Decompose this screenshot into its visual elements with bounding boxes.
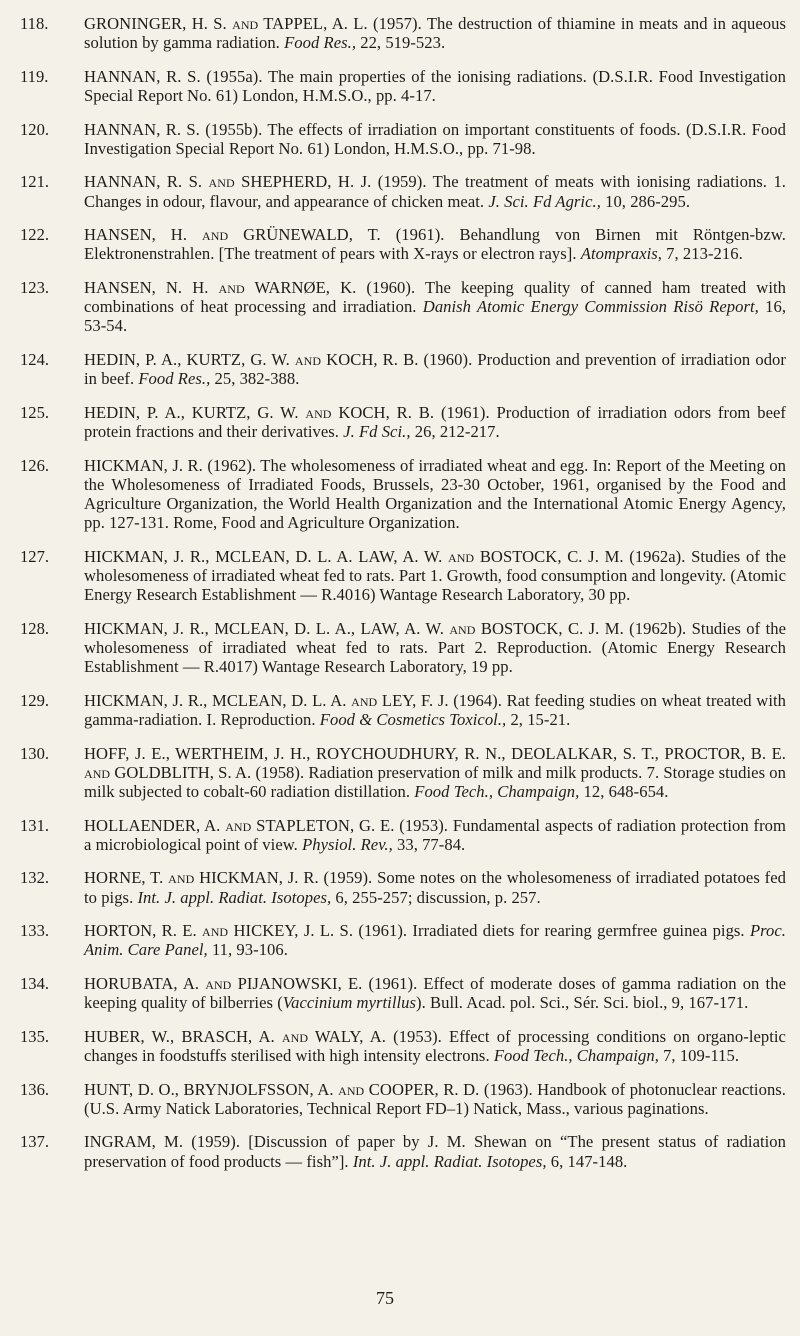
reference-authors: HUBER, W., BRASCH, A. and WALY, A. (84, 1026, 386, 1046)
reference-number: 119. (20, 66, 49, 86)
reference-number: 129. (20, 690, 50, 710)
reference-text (84, 278, 786, 336)
reference-number: 126. (20, 455, 50, 475)
reference-entry (20, 14, 786, 52)
reference-authors: HANSEN, N. H. and WARNØE, K. (84, 277, 357, 297)
reference-details: (1962a). Studies of the wholesomeness of irradiated wheat fed to rats. Part 1. Growth, food consumption and longevity. (Atomic Energy Research Establishment — R.4016) Wantage Research Laboratory, 30 pp. (84, 546, 786, 605)
reference-number: 122. (20, 225, 50, 245)
reference-volume-pages: 25, 382-388. (210, 369, 300, 389)
reference-text (84, 350, 786, 388)
reference-volume-pages: 6, 147-148. (546, 1151, 628, 1171)
reference-authors: HANSEN, H. and GRÜNEWALD, T. (84, 225, 381, 245)
reference-entry (20, 744, 786, 802)
reference-volume-pages: 2, 15-21. (506, 709, 571, 729)
reference-entry (20, 120, 786, 158)
reference-volume-pages: 10, 286-295. (600, 191, 691, 211)
reference-text (84, 456, 786, 533)
reference-authors: HANNAN, R. S. and SHEPHERD, H. J. (84, 172, 372, 192)
reference-number: 123. (20, 277, 50, 297)
reference-authors: HORTON, R. E. and HICKEY, J. L. S. (84, 921, 354, 941)
reference-number: 131. (20, 815, 50, 835)
reference-entry (20, 350, 786, 388)
reference-authors: HORUBATA, A. and PIJANOWSKI, E. (84, 973, 363, 993)
reference-entry (20, 225, 786, 263)
reference-number: 127. (20, 546, 50, 566)
reference-authors: HICKMAN, J. R., MCLEAN, D. L. A. and LEY, F. J. (84, 690, 449, 710)
reference-authors: HANNAN, R. S. (84, 119, 200, 139)
reference-volume-pages: 12, 648-654. (579, 781, 669, 801)
reference-journal: Food Tech., Champaign, (493, 1045, 659, 1065)
reference-authors: HICKMAN, J. R., MCLEAN, D. L. A., LAW, A. W. and BOSTOCK, C. J. M. (84, 618, 624, 638)
reference-volume-pages: 7, 109-115. (658, 1045, 740, 1065)
reference-number: 136. (20, 1079, 50, 1099)
reference-number: 121. (20, 172, 50, 192)
reference-entry (20, 547, 786, 605)
reference-text (84, 691, 786, 729)
reference-journal: Int. J. appl. Radiat. Isotopes, (137, 887, 332, 907)
reference-entry (20, 816, 786, 854)
reference-details: (1959). [Discussion of paper by J. M. Shewan on “The present status of radiation preservation of food products — fish”]. (84, 1132, 786, 1171)
reference-number: 124. (20, 349, 50, 369)
reference-volume-pages: 26, 212-217. (410, 421, 500, 441)
reference-details: (1963). Handbook of photonuclear reactions. (U.S. Army Natick Laboratories, Technical Report FD–1) Natick, Mass., various paginations. (84, 1079, 786, 1118)
reference-authors: HEDIN, P. A., KURTZ, G. W. and KOCH, R. B. (84, 349, 419, 369)
reference-number: 133. (20, 921, 50, 941)
reference-text (84, 120, 786, 158)
reference-authors: HUNT, D. O., BRYNJOLFSSON, A. and COOPER, R. D. (84, 1079, 480, 1099)
reference-entry (20, 921, 786, 959)
reference-text (84, 1132, 786, 1170)
reference-authors: INGRAM, M. (84, 1132, 184, 1152)
reference-details: (1959). Some notes on the wholesomeness of irradiated potatoes fed to pigs. (84, 868, 787, 907)
reference-entry (20, 172, 786, 210)
reference-entry (20, 403, 786, 441)
reference-volume-pages: 16, 53-54. (84, 297, 787, 336)
reference-text (84, 14, 786, 52)
reference-text (84, 225, 786, 263)
reference-text (84, 403, 786, 441)
reference-authors: HOFF, J. E., WERTHEIM, J. H., ROYCHOUDHURY, R. N., DEOLALKAR, S. T., PROCTOR, B. E. and GOLDBLITH, S. A. (84, 743, 786, 782)
reference-authors: HEDIN, P. A., KURTZ, G. W. and KOCH, R. B. (84, 402, 435, 422)
page-number: 75 (376, 1288, 394, 1308)
reference-list (20, 14, 786, 1185)
reference-details: (1955b). The effects of irradiation on important constituents of foods. (D.S.I.R. Food Investigation Special Report No. 61) London, H.M.S.O., pp. 71-98. (84, 119, 786, 158)
reference-volume-pages: 6, 255-257; discussion, p. 257. (331, 887, 541, 907)
reference-details: (1957). The destruction of thiamine in meats and in aqueous solution by gamma radiation. (84, 14, 786, 53)
reference-number: 118. (20, 14, 49, 33)
reference-authors: GRONINGER, H. S. and TAPPEL, A. L. (84, 14, 368, 33)
reference-text (84, 744, 786, 802)
reference-details: (1960). Production and prevention of irradiation odor in beef. (84, 349, 786, 389)
reference-authors: HICKMAN, J. R. (84, 455, 203, 475)
reference-number: 130. (20, 743, 50, 763)
reference-details: (1955a). The main properties of the ionising radiations. (D.S.I.R. Food Investigation Special Report No. 61) London, H.M.S.O., pp. 4-17. (84, 66, 786, 105)
reference-number: 137. (20, 1132, 50, 1152)
reference-journal: Physiol. Rev., (302, 834, 393, 854)
reference-number: 134. (20, 973, 50, 993)
reference-journal: Proc. Anim. Care Panel, (84, 921, 786, 960)
reference-entry (20, 619, 786, 677)
reference-entry (20, 868, 786, 906)
reference-entry (20, 1132, 786, 1170)
reference-journal: Food Res., (138, 369, 211, 389)
reference-volume-pages: ). Bull. Acad. pol. Sci., Sér. Sci. biol., 9, 167-171. (416, 993, 749, 1013)
reference-details: (1960). The keeping quality of canned ham treated with combinations of heat processing and irradiation. (84, 277, 787, 317)
reference-number: 120. (20, 119, 50, 139)
reference-details: (1962). The wholesomeness of irradiated wheat and egg. In: Report of the Meeting on the Wholesomeness of Irradiated Foods, Brussels, 23-30 October, 1961, organised by the Food and Agriculture Organization, the World Health Organization and the International Atomic Energy Agency, pp. 127-131. Rome, Food and Agriculture Organization. (84, 455, 787, 533)
reference-journal: J. Fd Sci., (343, 421, 411, 441)
reference-entry (20, 691, 786, 729)
reference-journal: Food Res., (284, 33, 357, 53)
reference-text (84, 974, 786, 1012)
reference-number: 128. (20, 618, 50, 638)
reference-number: 135. (20, 1026, 50, 1046)
reference-journal: Int. J. appl. Radiat. Isotopes, (352, 1151, 547, 1171)
reference-entry (20, 1080, 786, 1118)
reference-volume-pages: 33, 77-84. (392, 834, 466, 854)
reference-details: (1961). Irradiated diets for rearing germfree guinea pigs. (353, 921, 750, 941)
reference-details: (1961). Production of irradiation odors from beef protein fractions and their derivatives. (84, 402, 786, 441)
reference-text (84, 1080, 786, 1118)
reference-details: (1961). Effect of moderate doses of gamma radiation on the keeping quality of bilberries ( (84, 973, 786, 1013)
reference-entry (20, 278, 786, 336)
reference-journal: Atompraxis, (580, 244, 662, 264)
reference-text (84, 67, 786, 105)
reference-journal: Danish Atomic Energy Commission Risö Report, (422, 297, 759, 317)
reference-number: 132. (20, 868, 50, 888)
reference-text (84, 921, 786, 959)
reference-text (84, 1027, 786, 1065)
reference-journal: Food Tech., Champaign, (414, 781, 580, 801)
reference-number: 125. (20, 402, 50, 422)
reference-text (84, 816, 786, 854)
reference-details: (1953). Fundamental aspects of radiation protection from a microbiological point of view. (84, 815, 786, 854)
reference-authors: HORNE, T. and HICKMAN, J. R. (84, 868, 319, 888)
reference-details: (1964). Rat feeding studies on wheat treated with gamma-radiation. I. Reproduction. (84, 690, 787, 729)
reference-volume-pages: 22, 519-523. (356, 33, 446, 53)
reference-text (84, 868, 786, 906)
reference-journal: J. Sci. Fd Agric., (488, 191, 601, 211)
reference-authors: HANNAN, R. S. (84, 66, 201, 86)
reference-volume-pages: 7, 213-216. (661, 244, 743, 264)
reference-details: (1961). Behandlung von Birnen mit Röntgen-bzw. Elektronenstrahlen. [The treatment of pears with X-rays or electron rays]. (84, 225, 786, 264)
reference-authors: HOLLAENDER, A. and STAPLETON, G. E. (84, 815, 395, 835)
reference-entry (20, 67, 786, 105)
reference-details: (1953). Effect of processing conditions on organo-leptic changes in foodstuffs sterilised with high intensity electrons. (84, 1026, 786, 1065)
reference-journal: Food & Cosmetics Toxicol., (319, 709, 507, 729)
reference-entry (20, 974, 786, 1012)
reference-details: (1958). Radiation preservation of milk and milk products. 7. Storage studies on milk subjected to cobalt-60 radiation distillation. (84, 762, 787, 801)
reference-entry (20, 1027, 786, 1065)
reference-authors: HICKMAN, J. R., MCLEAN, D. L. A. LAW, A. W. and BOSTOCK, C. J. M. (84, 546, 624, 566)
reference-volume-pages: 11, 93-106. (207, 940, 288, 960)
reference-text (84, 547, 786, 605)
reference-details: (1962b). Studies of the wholesomeness of irradiated wheat fed to rats. Part 2. Reproduction. (Atomic Energy Research Establishment — R.4017) Wantage Research Laboratory, 19 pp. (84, 618, 786, 677)
reference-entry (20, 456, 786, 533)
reference-text (84, 619, 786, 677)
reference-journal: Vaccinium myrtillus (282, 993, 417, 1013)
reference-details: (1959). The treatment of meats with ionising radiations. 1. Changes in odour, flavour, and appearance of chicken meat. (84, 172, 786, 211)
reference-text (84, 172, 786, 210)
